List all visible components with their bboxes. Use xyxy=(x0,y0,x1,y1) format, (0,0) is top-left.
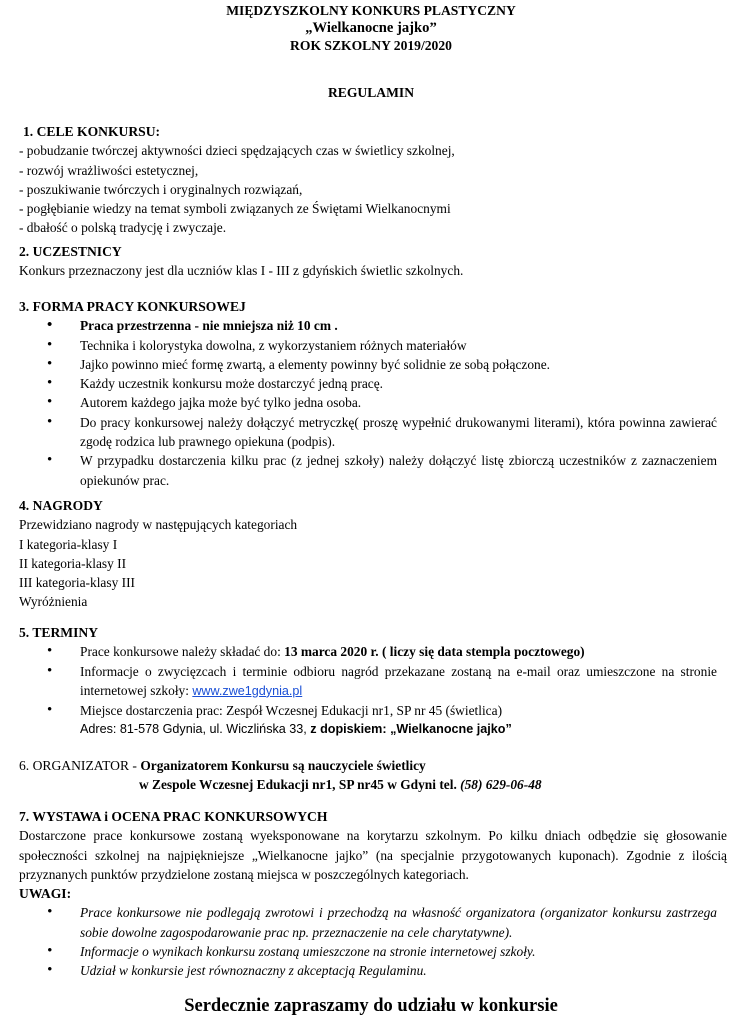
header-line-contest: MIĘDZYSZKOLNY KONKURS PLASTYCZNY xyxy=(226,3,516,18)
prizes-line: Wyróżnienia xyxy=(19,594,88,610)
deadline-date: 13 marca 2020 r. ( liczy się data stempla pocztowego) xyxy=(284,644,585,660)
work-form-item: • Praca przestrzenna - nie mniejsza niż 10 cm . xyxy=(19,316,717,335)
deadline-text: Prace konkursowe należy składać do: xyxy=(80,644,285,660)
organizer-text: Organizatorem Konkursu są nauczyciele świetlicy xyxy=(140,758,426,773)
organizer-phone: (58) 629-06-48 xyxy=(460,777,542,793)
section-work-form xyxy=(19,297,727,490)
prizes-line: II kategoria-klasy II xyxy=(19,555,127,571)
goal-item: - dbałość o polską tradycję i zwyczaje. xyxy=(19,220,227,236)
work-form-item: • Jajko powinno mieć formę zwartą, a elementy powinny być solidnie ze sobą połączone. xyxy=(19,355,717,374)
prizes-line: III kategoria-klasy III xyxy=(19,575,135,591)
delivery-address xyxy=(80,720,717,739)
participants-text: Konkurs przeznaczony jest dla uczniów klas I - III z gdyńskich świetlic szkolnych. xyxy=(19,263,464,279)
goal-item: - rozwój wrażliwości estetycznej, xyxy=(19,162,199,178)
goal-item: - poszukiwanie twórczych i oryginalnych rozwiązań, xyxy=(19,181,303,197)
notes-heading: UWAGI: xyxy=(19,886,72,902)
section-participants xyxy=(19,242,727,281)
work-form-item: • Autorem każdego jajka może być tylko jedna osoba. xyxy=(19,393,717,412)
organizer-line-2 xyxy=(19,775,727,794)
goal-item: - pogłębianie wiedzy na temat symboli związanych ze Świętami Wielkanocnymi xyxy=(19,201,451,217)
header-line-year: ROK SZKOLNY 2019/2020 xyxy=(290,38,452,53)
delivery-address-text: Adres: 81-578 Gdynia, ul. Wiczlińska 33, xyxy=(80,722,311,737)
section-organizer xyxy=(19,756,727,795)
prizes-line: Przewidziano nagrody w następujących kategoriach xyxy=(19,517,298,533)
deadline-item xyxy=(19,642,717,661)
work-form-item: • Każdy uczestnik konkursu może dostarczyć jedną pracę. xyxy=(19,374,717,393)
prizes-line: I kategoria-klasy I xyxy=(19,536,118,552)
notes-list xyxy=(19,903,717,980)
note-item: • Udział w konkursie jest równoznaczny z akceptacją Regulaminu. xyxy=(19,961,717,980)
section-participants-title: 2. UCZESTNICY xyxy=(19,244,122,259)
closing-invitation: Serdecznie zapraszamy do udziału w konkursie xyxy=(184,996,558,1016)
section-prizes-title: 4. NAGRODY xyxy=(19,498,103,513)
deadlines-list xyxy=(19,642,717,739)
section-goals-title: 1. CELE KONKURSU: xyxy=(23,124,161,139)
results-info-text: Informacje o zwycięzcach i terminie odbioru nagród przekazane zostaną na e-mail oraz umieszczone na stronie internetowej szkoły: xyxy=(80,663,717,698)
regulamin-heading: REGULAMIN xyxy=(327,85,415,100)
note-item: • Prace konkursowe nie podlegają zwrotowi i przechodzą na własność organizatora (organizator konkursu zastrzega sobie dowolne zagospodarowanie prac np. przeznaczenie na cele charytatywne). xyxy=(19,903,717,942)
document-header xyxy=(0,2,742,55)
results-info-item xyxy=(19,662,717,702)
delivery-place-text: • Miejsce dostarczenia prac: Zespół Wczesnej Edukacji nr1, SP nr 45 (świetlica) xyxy=(80,703,503,719)
section-goals xyxy=(19,122,727,238)
goal-item: - pobudzanie twórczej aktywności dzieci spędzających czas w świetlicy szkolnej, xyxy=(19,143,455,159)
note-item: • Informacje o wynikach konkursu zostaną umieszczone na stronie internetowej szkoły. xyxy=(19,942,717,961)
work-form-item: • Do pracy konkursowej należy dołączyć metryczkę( proszę wypełnić drukowanymi literami), która powinna zawierać zgodę rodzica lub prawnego opiekuna (podpis). xyxy=(19,413,717,452)
header-line-title: „Wielkanocne jajko” xyxy=(305,19,437,36)
section-prizes xyxy=(19,496,727,612)
section-work-form-title: 3. FORMA PRACY KONKURSOWEJ xyxy=(19,299,246,314)
work-form-item: • Technika i kolorystyka dowolna, z wykorzystaniem różnych materiałów xyxy=(19,336,717,355)
organizer-line-1 xyxy=(19,756,727,775)
section-deadlines-title: 5. TERMINY xyxy=(19,625,99,640)
section-exhibition xyxy=(19,807,727,981)
school-website-link[interactable]: www.zwe1gdynia.pl xyxy=(192,683,303,698)
delivery-place-item xyxy=(19,701,717,740)
delivery-note: z dopiskiem: „Wielkanocne jajko” xyxy=(310,722,512,737)
work-form-item: • W przypadku dostarczenia kilku prac (z jednej szkoły) należy dołączyć listę zbiorczą uczestników z zaznaczeniem opiekunów prac. xyxy=(19,451,717,490)
section-deadlines xyxy=(19,623,727,740)
section-exhibition-title: 7. WYSTAWA i OCENA PRAC KONKURSOWYCH xyxy=(19,809,328,824)
organizer-school: w Zespole Wczesnej Edukacji nr1, SP nr45 w Gdyni tel. xyxy=(139,777,461,793)
work-form-list xyxy=(19,316,717,490)
exhibition-text: Dostarczone prace konkursowe zostaną wyeksponowane na korytarzu szkolnym. Po kilku dniach odbędzie się głosowanie społeczności szkolnej na najpiękniejsze „Wielkanocne jajko” (na specjalnie przygotowanych kuponach). Zgodnie z ilością przyznanych punktów przydzielone zostaną miejsca w poszczególnych kategoriach. xyxy=(19,828,727,882)
organizer-label: 6. ORGANIZATOR - xyxy=(19,758,141,773)
